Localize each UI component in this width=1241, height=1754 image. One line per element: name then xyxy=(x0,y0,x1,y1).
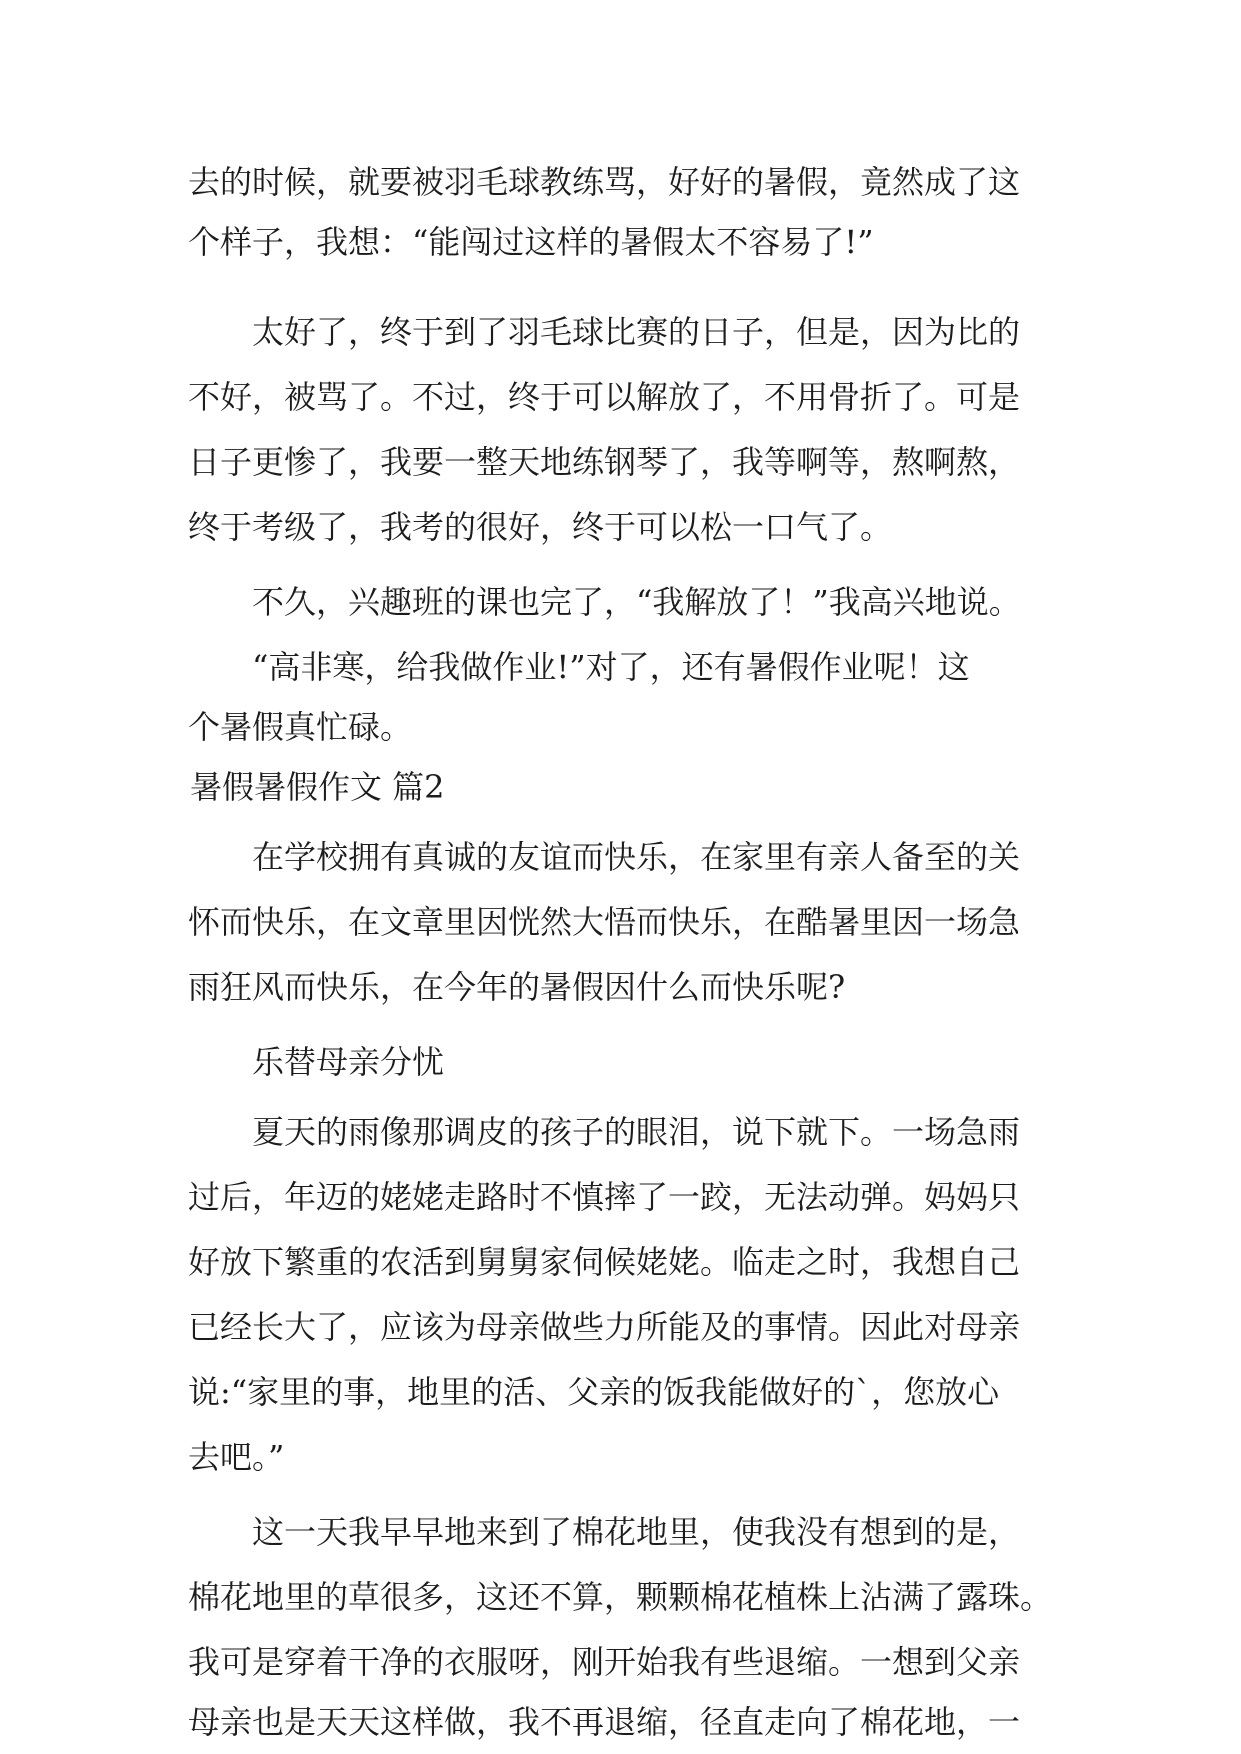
text-line: 棉花地里的草很多，这还不算，颗颗棉花植株上沾满了露珠。 xyxy=(188,1578,1053,1616)
text-line: 太好了，终于到了羽毛球比赛的日子，但是，因为比的 xyxy=(252,313,1021,351)
text-line: 在学校拥有真诚的友谊而快乐，在家里有亲人备至的关 xyxy=(252,838,1021,876)
text-line: 终于考级了，我考的很好，终于可以松一口气了。 xyxy=(188,508,893,546)
text-line: 个暑假真忙碌。 xyxy=(188,708,413,746)
text-line: 夏天的雨像那调皮的孩子的眼泪，说下就下。一场急雨 xyxy=(252,1113,1021,1151)
text-line: 我可是穿着干净的衣服呀，刚开始我有些退缩。一想到父亲 xyxy=(188,1643,1021,1681)
text-line: 不久，兴趣班的课也完了，“我解放了！”我高兴地说。 xyxy=(252,583,1021,621)
subtitle-line: 乐替母亲分忧 xyxy=(252,1043,445,1081)
text-line: 这一天我早早地来到了棉花地里，使我没有想到的是， xyxy=(252,1513,1021,1551)
text-line: 去吧。” xyxy=(188,1438,285,1476)
text-line: 雨狂风而快乐，在今年的暑假因什么而快乐呢? xyxy=(188,968,846,1006)
text-line: 不好，被骂了。不过，终于可以解放了，不用骨折了。可是 xyxy=(188,378,1021,416)
text-line: 过后，年迈的姥姥走路时不慎摔了一跤，无法动弹。妈妈只 xyxy=(188,1178,1021,1216)
text-line: 好放下繁重的农活到舅舅家伺候姥姥。临走之时，我想自己 xyxy=(188,1243,1021,1281)
text-line: 去的时候，就要被羽毛球教练骂，好好的暑假，竟然成了这 xyxy=(188,163,1021,201)
text-line: 母亲也是天天这样做，我不再退缩，径直走向了棉花地，一 xyxy=(188,1703,1021,1741)
text-line: 说:“家里的事，地里的活、父亲的饭我能做好的`，您放心 xyxy=(188,1373,1000,1411)
text-line: 已经长大了，应该为母亲做些力所能及的事情。因此对母亲 xyxy=(188,1308,1021,1346)
text-line: 个样子，我想：“能闯过这样的暑假太不容易了!” xyxy=(188,223,874,261)
text-line: 日子更惨了，我要一整天地练钢琴了，我等啊等，熬啊熬， xyxy=(188,443,1021,481)
text-line: 怀而快乐，在文章里因恍然大悟而快乐，在酷暑里因一场急 xyxy=(188,903,1021,941)
text-line: “高非寒，给我做作业!”对了，还有暑假作业呢！这 xyxy=(252,648,970,686)
section-heading: 暑假暑假作文 篇2 xyxy=(190,768,445,806)
